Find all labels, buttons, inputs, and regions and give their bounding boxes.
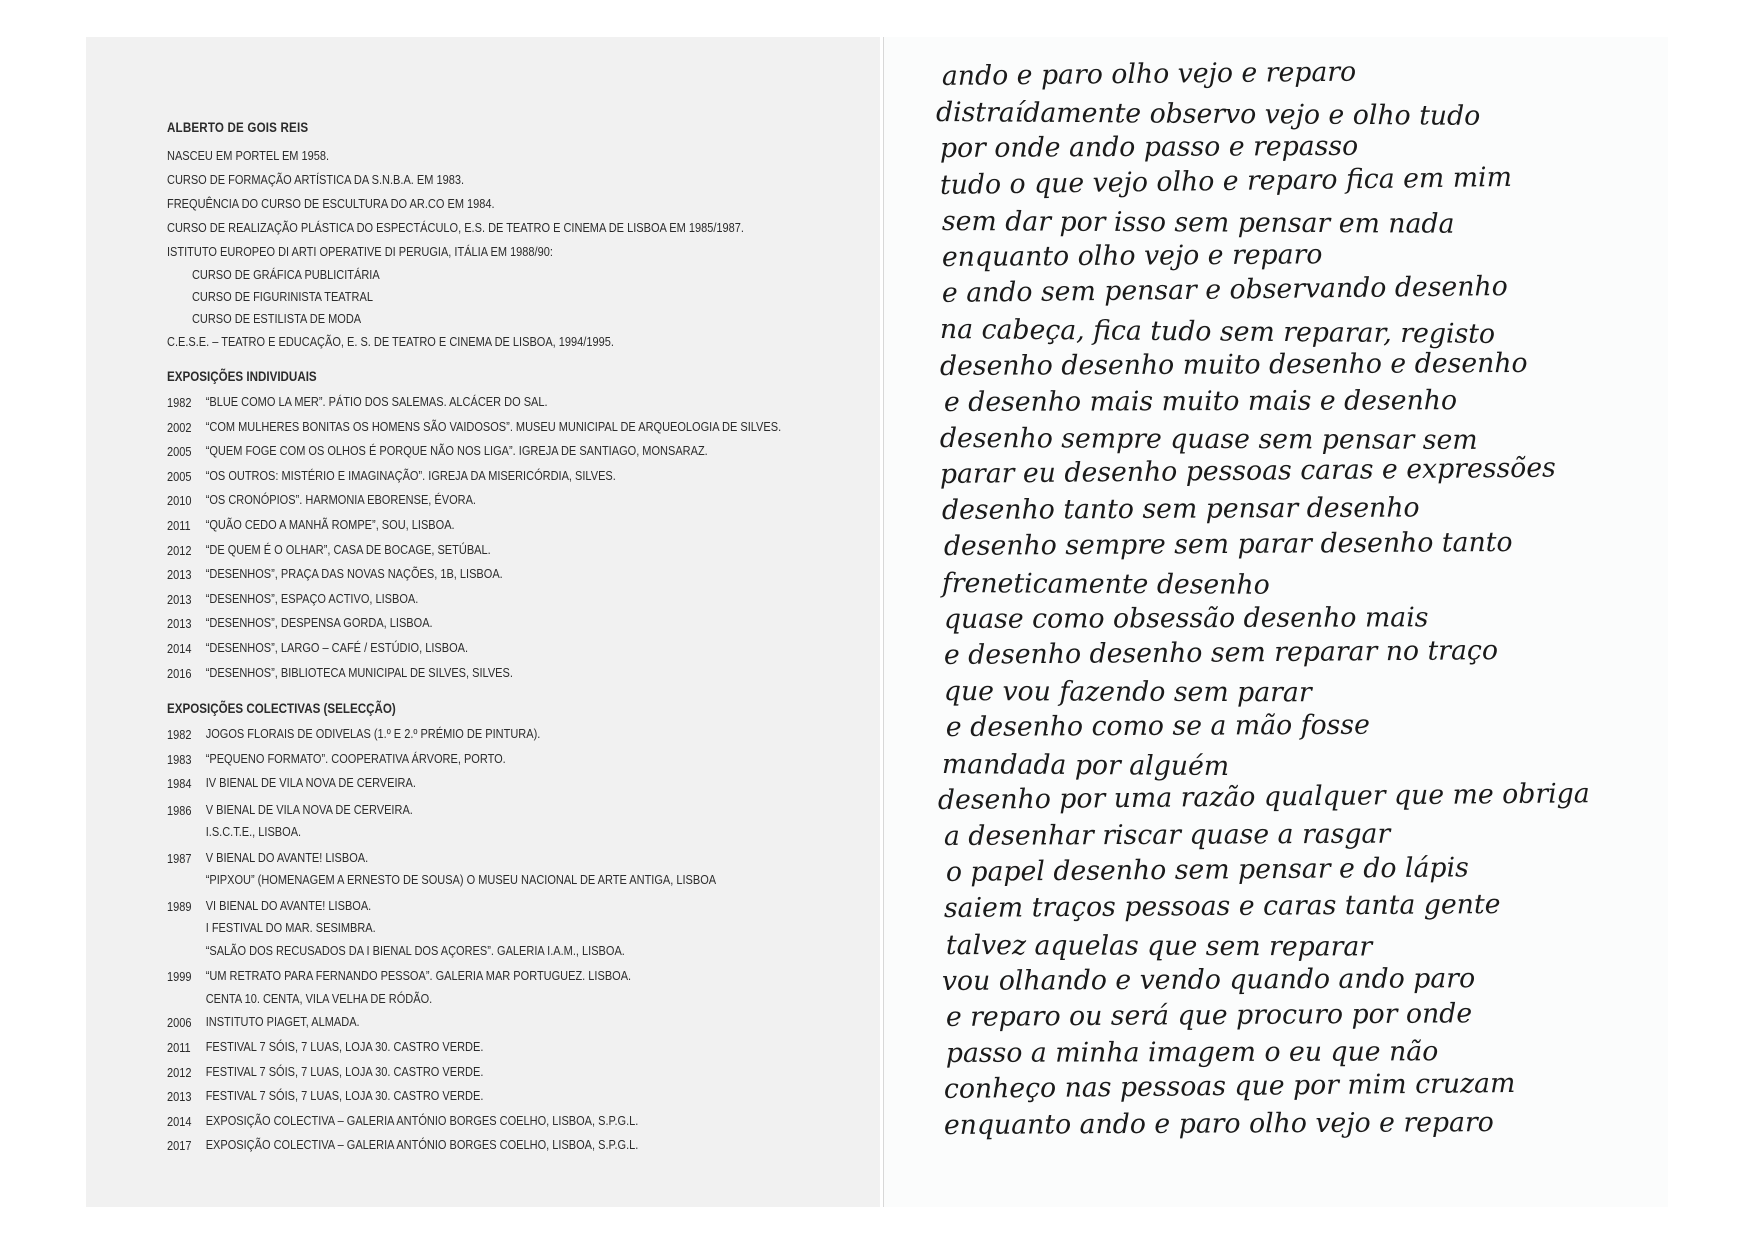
- exhibition-line: V BIENAL DE VILA NOVA DE CERVEIRA.: [205, 801, 413, 817]
- exhibition-year: 2013: [167, 1089, 192, 1105]
- exhibition-line: VI BIENAL DO AVANTE! LISBOA.: [205, 897, 372, 913]
- exhibition-entry: [167, 723, 769, 748]
- exhibition-text: [206, 1110, 639, 1135]
- bio-list: [167, 144, 769, 354]
- exhibition-text: [206, 1011, 360, 1036]
- exhibition-line: FESTIVAL 7 SÓIS, 7 LUAS, LOJA 30. CASTRO VERDE.: [205, 1039, 484, 1054]
- exhibition-year: 2013: [167, 616, 192, 632]
- exhibition-entry: [167, 489, 769, 514]
- exhibition-text: [206, 748, 506, 773]
- exhibition-year: 1987: [167, 850, 192, 866]
- handwritten-line: enquanto olho vejo e reparo: [941, 239, 1323, 273]
- exhibition-text: [206, 440, 708, 465]
- handwritten-line: talvez aquelas que sem reparar: [945, 929, 1373, 963]
- exhibition-entry: [167, 1085, 769, 1110]
- exhibition-text: [206, 1036, 484, 1061]
- exhibition-line: CENTA 10. CENTA, VILA VELHA DE RÓDÃO.: [205, 990, 433, 1006]
- handwritten-line: a desenhar riscar quase a rasgar: [943, 818, 1391, 852]
- exhibition-text: [206, 1061, 484, 1086]
- exhibition-year: 2011: [167, 517, 191, 533]
- collective-exhibitions-list: [167, 723, 769, 1159]
- biography: [167, 120, 782, 1159]
- exhibition-line: “QUEM FOGE COM OS OLHOS É PORQUE NÃO NOS LIGA”. IGREJA DE SANTIAGO, MONSARAZ.: [205, 443, 708, 459]
- exhibition-line: “DESENHOS”, DESPENSA GORDA, LISBOA.: [205, 615, 433, 631]
- handwritten-line: o papel desenho sem pensar e do lápis: [945, 852, 1469, 889]
- exhibition-entry: [167, 772, 769, 797]
- handwritten-line: enquanto ando e paro olho vejo e reparo: [943, 1107, 1494, 1142]
- exhibition-line: FESTIVAL 7 SÓIS, 7 LUAS, LOJA 30. CASTRO VERDE.: [205, 1063, 484, 1079]
- handwritten-line: sem dar por isso sem pensar em nada: [941, 205, 1455, 240]
- exhibition-year: 2005: [167, 444, 192, 460]
- exhibition-entry: [167, 893, 769, 964]
- bio-subline: CURSO DE FIGURINISTA TEATRAL: [191, 289, 373, 304]
- exhibition-text: [206, 637, 468, 662]
- bio-line: C.E.S.E. – TEATRO E EDUCAÇÃO, E. S. DE TEATRO E CINEMA DE LISBOA, 1994/1995.: [167, 334, 614, 349]
- exhibition-entry: [167, 1061, 769, 1086]
- exhibition-line: “OS OUTROS: MISTÉRIO E IMAGINAÇÃO”. IGREJA DA MISERICÓRDIA, SILVES.: [205, 467, 616, 483]
- handwritten-line: por onde ando passo e repasso: [939, 131, 1359, 165]
- handwritten-line: e desenho desenho sem reparar no traço: [943, 635, 1499, 671]
- bio-line: NASCEU EM PORTEL EM 1958.: [167, 148, 330, 163]
- exhibition-text: [206, 514, 455, 539]
- handwritten-line: saiem traços pessoas e caras tanta gente: [943, 889, 1501, 925]
- exhibition-line: FESTIVAL 7 SÓIS, 7 LUAS, LOJA 30. CASTRO VERDE.: [205, 1088, 484, 1104]
- exhibition-entry: [167, 465, 769, 490]
- exhibition-line: EXPOSIÇÃO COLECTIVA – GALERIA ANTÓNIO BORGES COELHO, LISBOA, S.P.G.L.: [205, 1112, 639, 1128]
- exhibition-year: 1983: [167, 751, 192, 767]
- exhibition-line: IV BIENAL DE VILA NOVA DE CERVEIRA.: [205, 775, 416, 791]
- bio-line: CURSO DE REALIZAÇÃO PLÁSTICA DO ESPECTÁCULO, E.S. DE TEATRO E CINEMA DE LISBOA EM 1985/1987.: [167, 220, 744, 235]
- handwritten-line: freneticamente desenho: [941, 567, 1270, 601]
- handwritten-line: na cabeça, fica tudo sem reparar, registo: [939, 314, 1496, 351]
- exhibition-entry: [167, 662, 769, 687]
- bio-line: ISTITUTO EUROPEO DI ARTI OPERATIVE DI PERUGIA, ITÁLIA EM 1988/90:: [167, 244, 553, 259]
- exhibition-entry: [167, 748, 769, 773]
- bio-subline: CURSO DE ESTILISTA DE MODA: [191, 311, 362, 326]
- exhibition-text: [206, 588, 419, 613]
- exhibition-entry: [167, 845, 769, 893]
- exhibition-entry: [167, 416, 782, 441]
- exhibition-text: [206, 1085, 484, 1110]
- exhibition-text: [206, 772, 416, 797]
- exhibition-year: 2012: [167, 1064, 192, 1080]
- exhibition-text: [206, 1134, 639, 1159]
- exhibition-entry: [167, 1036, 769, 1061]
- left-page: [86, 37, 880, 1207]
- exhibition-year: 2016: [167, 665, 192, 681]
- handwritten-poem: [935, 56, 1656, 1145]
- exhibition-entry: [167, 1011, 769, 1036]
- exhibition-entry: [167, 963, 769, 1011]
- handwritten-line: que vou fazendo sem parar: [943, 676, 1312, 709]
- handwritten-line: e desenho como se a mão fosse: [945, 710, 1370, 744]
- exhibition-line: “DE QUEM É O OLHAR”, CASA DE BOCAGE, SETÚBAL.: [205, 541, 491, 557]
- exhibition-year: 2012: [167, 542, 192, 558]
- exhibition-text: [206, 612, 433, 637]
- handwritten-line: e ando sem pensar e observando desenho: [941, 271, 1508, 310]
- exhibition-year: 1982: [167, 395, 192, 410]
- exhibition-text: [206, 391, 548, 416]
- exhibition-year: 2011: [167, 1040, 191, 1055]
- bio-line: FREQUÊNCIA DO CURSO DE ESCULTURA DO AR.CO EM 1984.: [167, 196, 495, 211]
- collective-exhibitions-heading: EXPOSIÇÕES COLECTIVAS (SELECÇÃO): [167, 701, 396, 717]
- exhibition-line: “PIPXOU” (HOMENAGEM A ERNESTO DE SOUSA) O MUSEU NACIONAL DE ARTE ANTIGA, LISBOA: [205, 872, 717, 888]
- exhibition-entry: [167, 539, 769, 564]
- exhibition-text: [206, 895, 625, 963]
- exhibition-year: 2013: [167, 591, 192, 607]
- handwritten-line: desenho por uma razão qualquer que me obriga: [937, 777, 1590, 816]
- handwritten-line: distraídamente observo vejo e olho tudo: [935, 97, 1481, 132]
- exhibition-text: [206, 723, 541, 748]
- exhibition-year: 1989: [167, 898, 192, 914]
- exhibition-text: [206, 563, 503, 588]
- exhibition-text: [206, 539, 491, 564]
- exhibition-line: “SALÃO DOS RECUSADOS DA I BIENAL DOS AÇORES”. GALERIA I.A.M., LISBOA.: [205, 942, 625, 958]
- individual-exhibitions-list: [167, 391, 782, 686]
- exhibition-entry: [167, 637, 769, 662]
- exhibition-year: 2013: [167, 567, 192, 583]
- exhibition-line: I.S.C.T.E., LISBOA.: [205, 824, 302, 840]
- exhibition-year: 2002: [167, 419, 192, 435]
- exhibition-text: [206, 847, 716, 892]
- handwritten-line: vou olhando e vendo quando ando paro: [941, 962, 1476, 997]
- exhibition-line: V BIENAL DO AVANTE! LISBOA.: [205, 849, 369, 865]
- handwritten-line: ando e paro olho vejo e reparo: [941, 56, 1357, 92]
- handwritten-line: desenho tanto sem pensar desenho: [941, 492, 1420, 527]
- exhibition-entry: [167, 563, 769, 588]
- exhibition-year: 1999: [167, 969, 192, 985]
- exhibition-text: [206, 662, 513, 687]
- individual-exhibitions-heading: EXPOSIÇÕES INDIVIDUAIS: [167, 369, 317, 384]
- artist-name: ALBERTO DE GOIS REIS: [167, 120, 309, 135]
- handwritten-line: e reparo ou será que procuro por onde: [945, 998, 1473, 1033]
- exhibition-text: [206, 489, 476, 514]
- exhibition-line: “DESENHOS”, BIBLIOTECA MUNICIPAL DE SILVES, SILVES.: [205, 664, 513, 680]
- exhibition-line: “UM RETRATO PARA FERNANDO PESSOA”. GALERIA MAR PORTUGUEZ. LISBOA.: [205, 968, 632, 984]
- exhibition-line: “OS CRONÓPIOS”. HARMONIA EBORENSE, ÉVORA.: [205, 492, 476, 508]
- exhibition-line: EXPOSIÇÃO COLECTIVA – GALERIA ANTÓNIO BORGES COELHO, LISBOA, S.P.G.L.: [205, 1137, 639, 1153]
- exhibition-entry: [167, 1110, 769, 1135]
- exhibition-line: “PEQUENO FORMATO”. COOPERATIVA ÁRVORE, PORTO.: [205, 750, 506, 766]
- exhibition-line: “DESENHOS”, PRAÇA DAS NOVAS NAÇÕES, 1B, LISBOA.: [205, 566, 503, 582]
- exhibition-entry: [167, 797, 769, 845]
- handwritten-line: tudo o que vejo olho e reparo fica em mim: [939, 161, 1513, 201]
- exhibition-year: 2014: [167, 640, 192, 656]
- exhibition-line: INSTITUTO PIAGET, ALMADA.: [205, 1014, 360, 1030]
- exhibition-line: “COM MULHERES BONITAS OS HOMENS SÃO VAIDOSOS”. MUSEU MUNICIPAL DE ARQUEOLOGIA DE SILVES.: [205, 418, 782, 434]
- exhibition-year: 2010: [167, 493, 192, 509]
- right-page: [883, 37, 1668, 1207]
- handwritten-line: desenho sempre sem parar desenho tanto: [943, 527, 1513, 563]
- handwritten-line: desenho desenho muito desenho e desenho: [939, 347, 1528, 382]
- exhibition-line: “DESENHOS”, ESPAÇO ACTIVO, LISBOA.: [205, 590, 419, 606]
- exhibition-year: 1984: [167, 776, 192, 792]
- exhibition-year: 1982: [167, 727, 192, 743]
- exhibition-entry: [167, 1134, 769, 1159]
- handwritten-line: desenho sempre quase sem pensar sem: [939, 422, 1478, 456]
- handwritten-line: e desenho mais muito mais e desenho: [943, 384, 1458, 418]
- exhibition-entry: [167, 440, 769, 465]
- handwritten-line: conheço nas pessoas que por mim cruzam: [943, 1068, 1516, 1106]
- exhibition-year: 2014: [167, 1113, 192, 1129]
- exhibition-line: “QUÃO CEDO A MANHÃ ROMPE”, SOU, LISBOA.: [205, 516, 455, 532]
- handwritten-line: passo a minha imagem o eu que não: [945, 1036, 1439, 1070]
- exhibition-line: JOGOS FLORAIS DE ODIVELAS (1.º E 2.º PRÉMIO DE PINTURA).: [205, 726, 541, 742]
- handwritten-line: mandada por alguém: [941, 748, 1230, 782]
- exhibition-line: “BLUE COMO LA MER”. PÁTIO DOS SALEMAS. ALCÁCER DO SAL.: [205, 394, 548, 409]
- exhibition-entry: [167, 588, 769, 613]
- handwritten-line: quase como obsessão desenho mais: [943, 602, 1429, 635]
- bio-line: CURSO DE FORMAÇÃO ARTÍSTICA DA S.N.B.A. EM 1983.: [167, 172, 465, 187]
- exhibition-line: I FESTIVAL DO MAR. SESIMBRA.: [205, 920, 376, 936]
- exhibition-text: [206, 465, 616, 490]
- exhibition-year: 1986: [167, 802, 192, 818]
- exhibition-entry: [167, 514, 769, 539]
- exhibition-text: [206, 416, 781, 441]
- handwritten-line: parar eu desenho pessoas caras e expressões: [939, 452, 1556, 491]
- exhibition-entry: [167, 391, 769, 416]
- exhibition-year: 2006: [167, 1015, 192, 1031]
- exhibition-line: “DESENHOS”, LARGO – CAFÉ / ESTÚDIO, LISBOA.: [205, 639, 469, 655]
- exhibition-text: [206, 799, 413, 844]
- exhibition-year: 2005: [167, 468, 192, 484]
- exhibition-year: 2017: [167, 1138, 192, 1154]
- exhibition-entry: [167, 612, 769, 637]
- exhibition-text: [206, 965, 631, 1010]
- bio-subline: CURSO DE GRÁFICA PUBLICITÁRIA: [191, 267, 380, 282]
